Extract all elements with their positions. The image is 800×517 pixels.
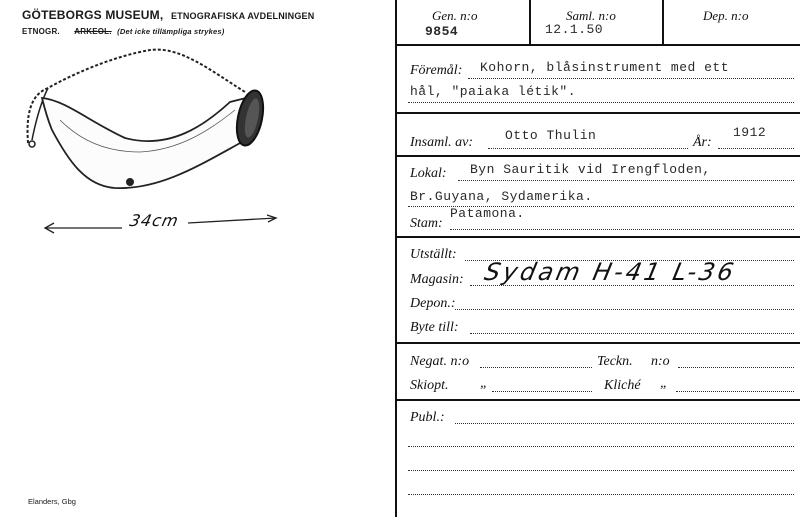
kliche-ditto: „ [660,376,668,391]
foremal-line2: hål, "paiaka létik". [410,84,577,99]
rule-after-kliche [395,399,800,401]
category-etnogr: ETNOGR. [22,27,60,36]
museum-name: GÖTEBORGS MUSEUM, [22,8,164,22]
card-left-border [395,0,397,517]
foremal-dots-2 [408,102,794,103]
lokal-dots-1 [458,180,794,181]
saml-no-value: 12.1.50 [545,22,604,37]
publ-dots-3 [408,470,794,471]
printer-credit: Elanders, Gbg [28,497,76,506]
foremal-label: Föremål: [410,63,463,78]
header-divider-1 [529,0,531,44]
cord-knot [29,141,35,147]
magasin-label: Magasin: [410,272,464,287]
ar-value: 1912 [733,125,767,140]
dep-no-label: Dep. n:o [703,8,749,23]
category-arkeol-struck: ARKEOL. [74,27,112,36]
header-divider-2 [662,0,664,44]
gen-no-label: Gen. n:o [432,8,478,23]
utstallt-label: Utställt: [410,247,457,262]
publ-dots-1 [455,423,794,424]
kliche-dots [676,391,794,392]
horn-illustration [20,40,290,200]
insaml-value: Otto Thulin [505,128,597,143]
horn-hole [126,178,134,186]
rule-after-insaml [395,155,800,157]
teckn-suffix: n:o [651,354,670,369]
insaml-dots [488,148,688,149]
category-note: (Det icke tillämpliga strykes) [117,27,225,36]
foremal-line1: Kohorn, blåsinstrument med ett [480,60,730,75]
publ-dots-4 [408,494,794,495]
rule-after-foremal [395,112,800,114]
skiopt-dots [492,391,592,392]
rule-after-byte [395,342,800,344]
publ-dots-2 [408,446,794,447]
byte-till-dots [470,333,794,334]
skiopt-label: Skiopt. [410,378,449,393]
horn-body [42,95,258,188]
insaml-label: Insaml. av: [410,135,473,150]
museum-header [22,8,314,22]
ar-dots [718,148,794,149]
ar-label: År: [693,135,712,150]
foremal-dots-1 [468,78,794,79]
byte-till-label: Byte till: [410,320,459,335]
magasin-dots [470,285,794,286]
teckn-dots [678,367,794,368]
gen-no-value: 9854 [425,24,459,39]
negat-label: Negat. n:o [410,354,470,369]
rule-after-stam [395,236,800,238]
saml-no-label: Saml. n:o [566,8,616,23]
department-name: ETNOGRAFISKA AVDELNINGEN [170,11,315,21]
depon-dots [455,309,794,310]
header-bottom-rule [395,44,800,46]
publ-label: Publ.: [410,410,445,425]
skiopt-ditto: „ [480,376,488,391]
lokal-label: Lokal: [410,166,447,181]
teckn-label: Teckn. [597,354,633,369]
negat-dots [480,367,592,368]
kliche-label: Kliché [604,378,641,393]
stam-dots [450,229,794,230]
lokal-line2: Br.Guyana, Sydamerika. [410,189,593,204]
category-line [22,27,224,36]
measurement-label: 34cm [127,211,181,230]
stam-label: Stam: [410,216,443,231]
depon-label: Depon.: [410,296,456,311]
lokal-line1: Byn Sauritik vid Irengfloden, [470,162,711,177]
magasin-value: Sydam H-41 L-36 [482,258,739,286]
stam-value: Patamona. [450,206,525,221]
